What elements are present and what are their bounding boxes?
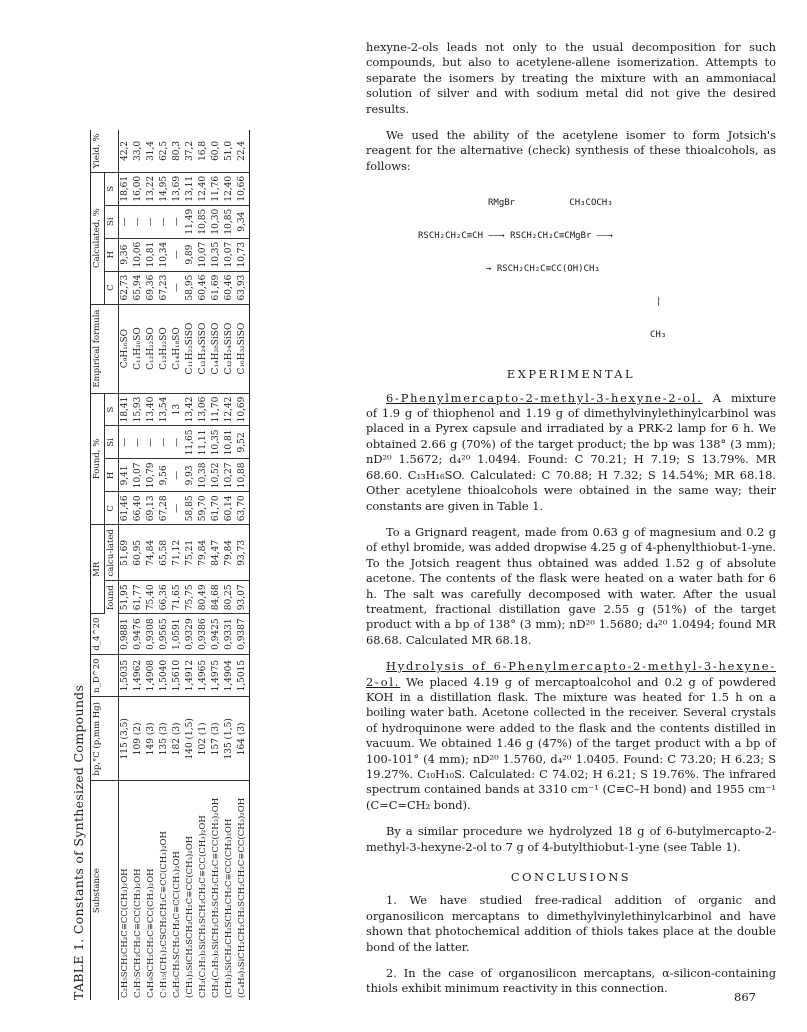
cell-ch: 10,07: [197, 238, 210, 271]
cell-cc: 69,36: [145, 271, 158, 304]
cell-csi: —: [132, 205, 145, 238]
cell-ch: 10,34: [158, 238, 171, 271]
cell-mr-found: 84,68: [210, 581, 223, 614]
cell-s: 13,54: [158, 393, 171, 426]
cell-mr-calc: 65,58: [158, 525, 171, 581]
cell-c: 67,28: [158, 492, 171, 525]
header-calc-h: H: [105, 238, 119, 271]
cell-cs: 12,40: [197, 172, 210, 205]
cell-si: —: [171, 426, 184, 459]
cell-s: 11,70: [210, 393, 223, 426]
cell-h: 10,52: [210, 459, 223, 492]
table-row: [171, 130, 184, 1000]
cell-formula: C₁₆H₃₂SiSO: [236, 304, 250, 393]
cell-nd: 1,4965: [197, 655, 210, 697]
page-number: 867: [734, 990, 756, 1004]
header-mr-found: found: [105, 581, 119, 614]
cell-csi: 11,49: [184, 205, 197, 238]
cell-si: 11,65: [184, 426, 197, 459]
cell-cc: 58,95: [184, 271, 197, 304]
table-row: [132, 130, 145, 1000]
cell-yield: 80,3: [171, 130, 184, 172]
cell-si: —: [119, 426, 133, 459]
cell-formula: C₁₂H₂₂SO: [145, 304, 158, 393]
synthesis-body: A mixture of 1.9 g of thiophenol and 1.19 g of dimethylvinylethinylcarbinol was placed in a Pyrex capsule and irradiated by a PRK-2 lamp for 6 h. We obtained 2.66 g (70%) of the target product; the bp was 138° (3 mm); nD²⁰ 1.5672; d₄²⁰ 1.0494. Found: C 70.21; H 7.19; S 13.79%. MR 68.60. C₁₃H₁₆SO. Calculated: C 70.88; H 7.32; S 14.54%; MR 68.18. Other acetylene thioalcohols were obtained in the same way; their constants are given in Table 1.: [366, 390, 776, 513]
header-found-si: Si: [105, 426, 119, 459]
cell-h: 9,56: [158, 459, 171, 492]
cell-h: 9,41: [119, 459, 133, 492]
cell-ch: 10,81: [145, 238, 158, 271]
table-row: [158, 130, 171, 1000]
cell-si: —: [145, 426, 158, 459]
cell-si: —: [132, 426, 145, 459]
cell-ch: 10,73: [236, 238, 250, 271]
cell-yield: 33,0: [132, 130, 145, 172]
cell-mr-calc: 71,12: [171, 525, 184, 581]
cell-csi: —: [171, 205, 184, 238]
cell-substance: (CH₃)₃SiCH₂CH₂SCH₂CH₂C≡CC(CH₃)₂OH: [224, 818, 234, 998]
cell-mr-found: 93,07: [236, 581, 250, 614]
cell-h: 10,88: [236, 459, 250, 492]
cell-s: 13,42: [184, 393, 197, 426]
cell-mr-found: 80,49: [197, 581, 210, 614]
table-row: [119, 130, 133, 1000]
cell-substance: (CH₃)₃SiCH₂SCH₂CH₂C≡CC(CH₃)₂OH: [185, 835, 195, 998]
cell-cc: 65,94: [132, 271, 145, 304]
cell-s: 10,69: [236, 393, 250, 426]
cell-substance: C₆H₅CH₂SCH₂CH₂C≡CC(CH₃)₂OH: [172, 851, 182, 998]
cell-mr-found: 75,75: [184, 581, 197, 614]
cell-c: 63,70: [236, 492, 250, 525]
scheme-step-2: → RSCH₂CH₂C≡CC(OH)CH₃: [486, 264, 600, 275]
cell-si: 10,81: [223, 426, 236, 459]
cell-formula: C₁₃H₂₂SO: [158, 304, 171, 393]
cell-mr-found: 75,40: [145, 581, 158, 614]
header-d4: d_4^20: [91, 614, 119, 655]
paragraph-grignard: To a Grignard reagent, made from 0.63 g of magnesium and 0.2 g of ethyl bromide, was added dropwise 4.25 g of 4-phenylthiobut-1-yne. To the Jotsich reagent thus obtained was added 1.52 g of absolute acetone. The contents of the flask were heated on a water bath for 6 h. The salt was carefully decomposed with water. After the usual treatment, fractional distillation gave 2.55 g (51%) of the target product with a bp of 138° (3 mm); nD²⁰ 1.5680; d₄²⁰ 1.0494; found MR 68.68. Calculated MR 68.18.: [366, 524, 776, 647]
cell-d4: 0,9386: [197, 614, 210, 655]
cell-mr-found: 66,36: [158, 581, 171, 614]
cell-c: 58,85: [184, 492, 197, 525]
cell-csi: —: [158, 205, 171, 238]
cell-cs: 14,95: [158, 172, 171, 205]
paragraph-hydrolysis: [366, 659, 776, 813]
cell-ch: 10,07: [223, 238, 236, 271]
cell-yield: 42,2: [119, 130, 133, 172]
cell-yield: 62,5: [158, 130, 171, 172]
cell-nd: 1,5040: [158, 655, 171, 697]
cell-h: 10,27: [223, 459, 236, 492]
cell-ch: 9,36: [119, 238, 133, 271]
cell-nd: 1,4904: [223, 655, 236, 697]
cell-bp: 135 (1,5): [223, 697, 236, 781]
cell-yield: 51,0: [223, 130, 236, 172]
cell-cs: 13,69: [171, 172, 184, 205]
cell-csi: 10,30: [210, 205, 223, 238]
cell-yield: 37,2: [184, 130, 197, 172]
paragraph-jotsich: We used the ability of the acetylene isomer to form Jotsich's reagent for the alternative (check) synthesis of these thioalcohols, as follows:: [366, 128, 776, 173]
cell-nd: 1,4908: [145, 655, 158, 697]
cell-mr-calc: 79,84: [197, 525, 210, 581]
cell-substance: CH₃(C₂H₅)₂SiCH₂CH₂SCH₂CH₂C≡CC(CH₃)₂OH: [211, 797, 221, 998]
cell-mr-found: 80,25: [223, 581, 236, 614]
cell-si: 10,35: [210, 426, 223, 459]
heading-conclusions: CONCLUSIONS: [510, 870, 632, 885]
cell-substance: C₄H₉SCH₂CH₂C≡CC(CH₃)₂OH: [146, 868, 156, 998]
cell-d4: 0,9331: [223, 614, 236, 655]
hydrolysis-title: Hydrolysis of 6-Phenylmercapto-2-methyl-3-hexyne-2-ol.: [366, 659, 776, 689]
header-yield: Yield, %: [91, 130, 119, 172]
cell-nd: 1,5035: [119, 655, 133, 697]
cell-d4: 0,9565: [158, 614, 171, 655]
header-nd: n_D^20: [91, 655, 119, 697]
header-found-c: C: [105, 492, 119, 525]
table-row: [223, 130, 236, 1000]
cell-d4: 0,9881: [119, 614, 133, 655]
cell-cc: 60,46: [223, 271, 236, 304]
header-bp: bp,°C (p,mm Hg): [91, 697, 119, 781]
cell-ch: 10,06: [132, 238, 145, 271]
table-row: [145, 130, 158, 1000]
cell-substance: CH₃(C₂H₅)₂SiCH₂SCH₂CH₂C≡CC(CH₃)₂OH: [198, 815, 208, 998]
cell-c: 66,40: [132, 492, 145, 525]
scheme-methyl: CH₃: [650, 330, 667, 341]
cell-bp: 182 (3): [171, 697, 184, 781]
cell-nd: 1,4975: [210, 655, 223, 697]
cell-mr-found: 51,95: [119, 581, 133, 614]
cell-mr-found: 71,65: [171, 581, 184, 614]
cell-cs: 18,61: [119, 172, 133, 205]
cell-d4: 0,9425: [210, 614, 223, 655]
reaction-scheme: [366, 176, 776, 363]
cell-csi: 10,85: [197, 205, 210, 238]
cell-substance: (C₄H₉)₃SiCH₂CH₂CH₂SCH₂CH₂C≡CC(CH₃)₂OH: [236, 781, 250, 1000]
cell-d4: 0,9476: [132, 614, 145, 655]
heading-experimental: EXPERIMENTAL: [506, 367, 636, 382]
cell-h: 10,38: [197, 459, 210, 492]
header-mr: MR: [91, 525, 105, 614]
cell-bp: 157 (3): [210, 697, 223, 781]
conclusion-2: 2. In the case of organosilicon mercaptans, α-silicon-containing thiols exhibit minimum reactivity in this connection.: [366, 966, 776, 996]
cell-s: 12,42: [223, 393, 236, 426]
cell-cs: 13,22: [145, 172, 158, 205]
header-calc-s: S: [105, 172, 119, 205]
cell-formula: C₁₂H₂₄SiSO: [197, 304, 210, 393]
header-found-h: H: [105, 459, 119, 492]
cell-formula: C₁₂H₂₄SiSO: [223, 304, 236, 393]
cell-s: 13,06: [197, 393, 210, 426]
cell-ch: 9,89: [184, 238, 197, 271]
cell-bp: 164 (3): [236, 697, 250, 781]
cell-cs: 11,76: [210, 172, 223, 205]
cell-substance: C₇H₁₅(CH₃)₂CSCH₂CH₂C≡CC(CH₃)₂OH: [159, 831, 169, 998]
cell-c: 69,13: [145, 492, 158, 525]
constants-table-block: [68, 130, 336, 1000]
cell-bp: 135 (3): [158, 697, 171, 781]
cell-nd: 1,5610: [171, 655, 184, 697]
cell-mr-calc: 93,73: [236, 525, 250, 581]
cell-s: 18,41: [119, 393, 133, 426]
table-row: [184, 130, 197, 1000]
cell-formula: C₉H₁₆SO: [119, 304, 133, 393]
paragraph-synthesis: [366, 391, 776, 514]
cell-cs: 12,40: [223, 172, 236, 205]
cell-si: —: [158, 426, 171, 459]
table-row: [236, 130, 250, 1000]
cell-si: 9,52: [236, 426, 250, 459]
synthesis-title: 6-Phenylmercapto-2-methyl-3-hexyne-2-ol.: [386, 390, 703, 405]
cell-substance: C₃H₇SCH₂CH₂C≡CC(CH₃)₂OH: [133, 868, 143, 998]
cell-d4: 0,9387: [236, 614, 250, 655]
header-found: Found, %: [91, 393, 105, 525]
header-substance: Substance: [91, 781, 119, 1000]
cell-mr-calc: 74,84: [145, 525, 158, 581]
header-calculated: Calculated, %: [91, 172, 105, 304]
cell-bp: 149 (3): [145, 697, 158, 781]
cell-d4: 0,9329: [184, 614, 197, 655]
cell-cc: 67,23: [158, 271, 171, 304]
cell-cc: 60,46: [197, 271, 210, 304]
cell-bp: 102 (1): [197, 697, 210, 781]
header-found-s: S: [105, 393, 119, 426]
cell-c: 61,70: [210, 492, 223, 525]
cell-h: 10,79: [145, 459, 158, 492]
cell-s: 15,93: [132, 393, 145, 426]
table-caption: TABLE 1. Constants of Synthesized Compounds: [71, 684, 86, 1000]
cell-bp: 140 (1,5): [184, 697, 197, 781]
cell-cs: 16,00: [132, 172, 145, 205]
cell-csi: 9,34: [236, 205, 250, 238]
cell-bp: 109 (2): [132, 697, 145, 781]
text-column: [366, 40, 776, 997]
cell-mr-calc: 51,69: [119, 525, 133, 581]
cell-yield: 22,4: [236, 130, 250, 172]
cell-mr-calc: 84,47: [210, 525, 223, 581]
cell-substance: C₂H₅SCH₂CH₂C≡CC(CH₃)₂OH: [120, 868, 130, 998]
table-row: [197, 130, 210, 1000]
cell-cc: 61,69: [210, 271, 223, 304]
cell-c: —: [171, 492, 184, 525]
conclusion-1: 1. We have studied free-radical addition of organic and organosilicon mercaptans to dimethylvinylethinylcarbinol and have shown that photochemical addition of thiols takes place at the double bond of the latter.: [366, 893, 776, 954]
table-row: [210, 130, 223, 1000]
cell-s: 13: [171, 393, 184, 426]
cell-bp: 115 (3,5): [119, 697, 133, 781]
cell-formula: C₁₄H₁₈SO: [171, 304, 184, 393]
cell-csi: 10,85: [223, 205, 236, 238]
cell-csi: —: [145, 205, 158, 238]
cell-c: 61,46: [119, 492, 133, 525]
cell-c: 59,70: [197, 492, 210, 525]
cell-si: 11,11: [197, 426, 210, 459]
cell-nd: 1,5015: [236, 655, 250, 697]
cell-yield: 60,0: [210, 130, 223, 172]
cell-cs: 10,66: [236, 172, 250, 205]
cell-ch: —: [171, 238, 184, 271]
cell-mr-calc: 60,95: [132, 525, 145, 581]
scheme-bond: |: [656, 297, 662, 308]
cell-d4: 1,0591: [171, 614, 184, 655]
cell-csi: —: [119, 205, 133, 238]
cell-formula: C₁₁H₂₂SiSO: [184, 304, 197, 393]
cell-formula: C₁₁H₂₀SO: [132, 304, 145, 393]
cell-nd: 1,4912: [184, 655, 197, 697]
cell-cc: 63,93: [236, 271, 250, 304]
cell-mr-calc: 79,84: [223, 525, 236, 581]
cell-yield: 31,4: [145, 130, 158, 172]
cell-h: 10,07: [132, 459, 145, 492]
cell-cc: 62,73: [119, 271, 133, 304]
constants-table: [90, 130, 250, 1000]
cell-d4: 0,9308: [145, 614, 158, 655]
paragraph-similar: By a similar procedure we hydrolyzed 18 g of 6-butylmercapto-2-methyl-3-hexyne-2-ol to 7 g of 4-butylthiobut-1-yne (see Table 1).: [366, 824, 776, 854]
header-formula: Empirical formula: [91, 304, 119, 393]
header-mr-calc: calcu-lated: [105, 525, 119, 581]
cell-s: 13,40: [145, 393, 158, 426]
cell-cs: 13,11: [184, 172, 197, 205]
cell-cc: —: [171, 271, 184, 304]
scheme-reagents: RMgBr CH₃COCH₃: [488, 198, 613, 209]
header-calc-c: C: [105, 271, 119, 304]
cell-nd: 1,4962: [132, 655, 145, 697]
scheme-step-1: RSCH₂CH₂C≡CH ——→ RSCH₂CH₂C≡CMgBr ——→: [418, 231, 614, 242]
paragraph-intro: hexyne-2-ols leads not only to the usual decomposition for such compounds, but also to acetylene-allene isomerization. Attempts to separate the isomers by treating the mixture with an ammoniacal solution of silver and with sodium metal did not give the desired results.: [366, 40, 776, 116]
cell-yield: 16,8: [197, 130, 210, 172]
hydrolysis-body: We placed 4.19 g of mercaptoalcohol and 0.2 g of powdered KOH in a distillation flask. The mixture was heated for 1.5 h on a boiling water bath. Acetone collected in the receiver. Several crystals of hydroquinone were added to the flask and the contents distilled in vacuum. We obtained 1.46 g (47%) of the target product with a bp of 100-101° (4 mm); nD²⁰ 1.5760, d₄²⁰ 1.0405. Found: C 73.20; H 6.23; S 19.27%. C₁₀H₁₀S. Calculated: C 74.02; H 6.21; S 19.76%. The infrared spectrum contained bands at 3310 cm⁻¹ (C≡C–H bond) and 1955 cm⁻¹ (C=C=CH₂ bond).: [366, 674, 777, 812]
cell-c: 60,14: [223, 492, 236, 525]
cell-h: —: [171, 459, 184, 492]
cell-h: 9,93: [184, 459, 197, 492]
header-calc-si: Si: [105, 205, 119, 238]
cell-mr-calc: 75,21: [184, 525, 197, 581]
cell-mr-found: 61,77: [132, 581, 145, 614]
cell-formula: C₁₄H₂₈SiSO: [210, 304, 223, 393]
cell-ch: 10,35: [210, 238, 223, 271]
